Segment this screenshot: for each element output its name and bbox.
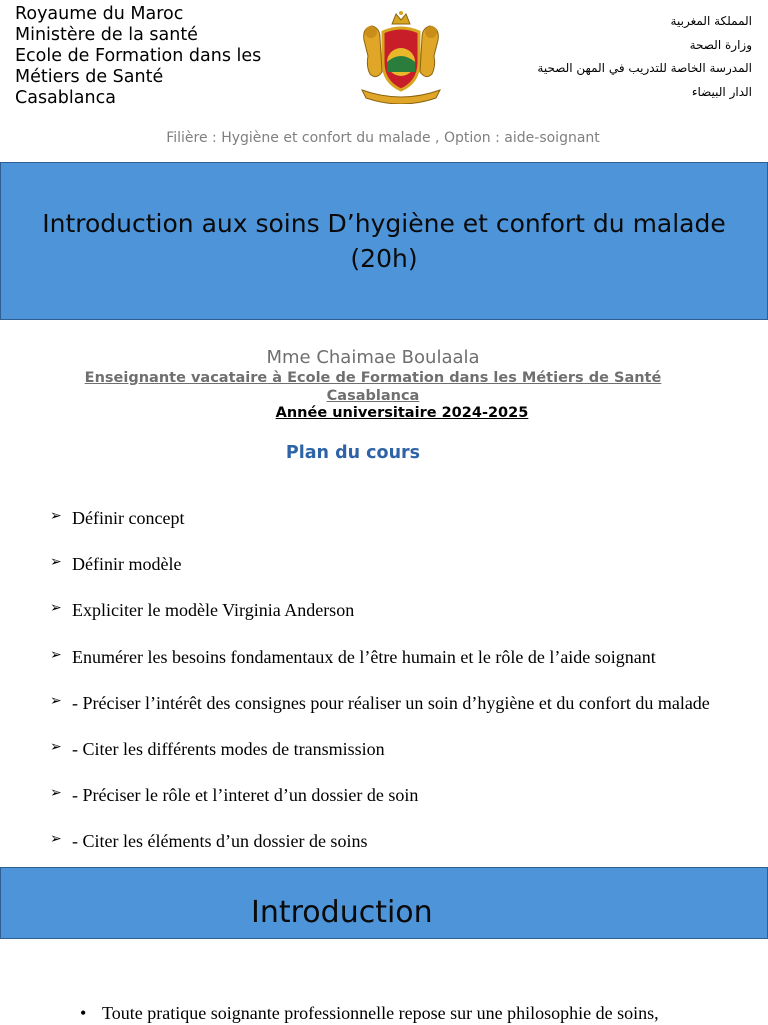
header-right-line: وزارة الصحة <box>689 37 752 52</box>
list-item: ➢ Définir modèle <box>50 554 182 575</box>
list-item: ➢ - Préciser l’intérêt des consignes pour réaliser un soin d’hygiène et du confort du malade <box>50 692 710 713</box>
document-title: Introduction aux soins D’hygiène et confort du malade (20h) <box>42 209 726 273</box>
header-left-line: Métiers de Santé <box>15 67 164 87</box>
header-right <box>537 10 752 104</box>
header-left-line: Ecole de Formation dans les <box>15 46 262 66</box>
academic-year: Année universitaire 2024-2025 <box>275 405 529 421</box>
list-item: ➢ Enumérer les besoins fondamentaux de l’être humain et le rôle de l’aide soignant <box>50 646 656 667</box>
moroccan-coat-of-arms-icon <box>356 10 446 104</box>
header-left <box>15 4 315 109</box>
plan-title: Plan du cours <box>285 443 421 463</box>
list-item: ➢ - Citer les différents modes de transmission <box>50 738 385 759</box>
header-right-line: المدرسة الخاصة للتدريب في المهن الصحية <box>537 61 752 75</box>
title-banner <box>0 162 768 320</box>
arrow-bullet-icon: ➢ <box>50 647 62 663</box>
introduction-banner <box>0 867 768 939</box>
list-item: ➢ Expliciter le modèle Virginia Anderson <box>50 600 355 621</box>
list-item: ➢ - Préciser le rôle et l’interet d’un dossier de soin <box>50 785 419 806</box>
teacher-name: Mme Chaimae Boulaala <box>266 347 480 368</box>
arrow-bullet-icon: ➢ <box>50 739 62 755</box>
header-right-line: الدار البيضاء <box>691 84 752 99</box>
arrow-bullet-icon: ➢ <box>50 786 62 802</box>
list-item: ➢ Définir concept <box>50 508 185 528</box>
bullet-icon: • <box>80 1003 87 1023</box>
arrow-bullet-icon: ➢ <box>50 509 62 524</box>
teacher-role: Enseignante vacataire à Ecole de Formation dans les Métiers de Santé Casablanca <box>84 370 662 404</box>
introduction-paragraph: • Toute pratique soignante professionnelle repose sur une philosophie de soins, <box>80 1003 659 1023</box>
arrow-bullet-icon: ➢ <box>50 601 62 617</box>
arrow-bullet-icon: ➢ <box>50 832 62 848</box>
introduction-title: Introduction <box>251 895 433 930</box>
arrow-bullet-icon: ➢ <box>50 693 62 709</box>
filiere-subtitle: Filière : Hygiène et confort du malade , Option : aide-soignant <box>166 130 600 146</box>
arrow-bullet-icon: ➢ <box>50 555 62 571</box>
header-left-line: Royaume du Maroc <box>15 4 184 24</box>
header-left-line: Casablanca <box>15 88 116 108</box>
header-left-line: Ministère de la santé <box>15 25 198 45</box>
header-right-line: المملكة المغربية <box>670 14 752 28</box>
plan-list <box>50 506 765 876</box>
list-item: ➢ - Citer les éléments d’un dossier de soins <box>50 831 368 852</box>
